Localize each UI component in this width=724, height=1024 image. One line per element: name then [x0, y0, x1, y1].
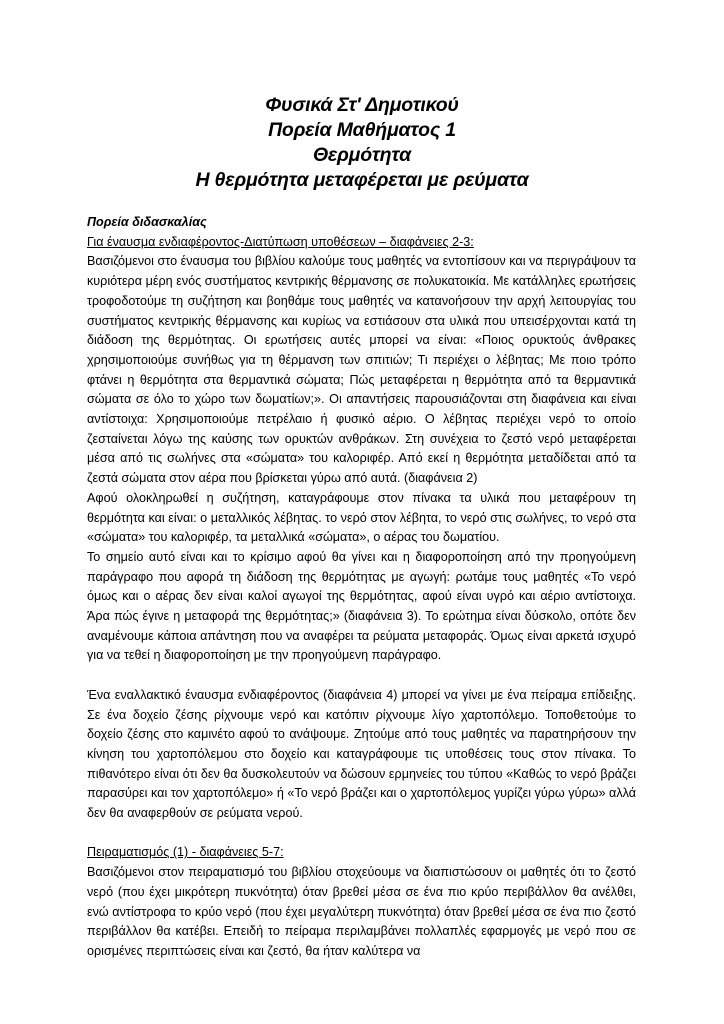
- paragraph-materials: Αφού ολοκληρωθεί η συζήτηση, καταγράφουμε στον πίνακα τα υλικά που μεταφέρουν τη θερμότητα και είναι: ο μεταλλικός λέβητας. το νερό στον λέβητα, το νερό στις σωλήνες, το νερό στα «σώματα» του καλοριφέρ, τα μεταλλικά «σώματα», ο αέρας του δωματίου.: [87, 490, 636, 545]
- paragraph-alternative-motivation: Ένα εναλλακτικό έναυσμα ενδιαφέροντος (διαφάνεια 4) μπορεί να γίνει με ένα πείραμα επίδειξης. Σε ένα δοχείο ζέσης ρίχνουμε νερό και κατόπιν ρίχνουμε λίγο χαρτοπόλεμο. Τοποθετούμε το δοχείο ζέσης στο καμινέτο αφού το ανάψουμε. Ζητούμε από τους μαθητές να παρατηρήσουν την κίνηση του χαρτοπόλεμου στο δοχείο και καταγράφουμε τις υποθέσεις τους στον πίνακα. Το πιθανότερο είναι ότι δεν θα δυσκολευτούν να δώσουν ερμηνείες του τύπου «Καθώς το νερό βράζει παρασύρει και τον χαρτοπόλεμο» ή «Το νερό βράζει και ο χαρτοπόλεμος γυρίζει γύρω γύρω» αλλά δεν θα αναφερθούν σε ρεύματα νερού.: [87, 687, 636, 821]
- title-line-lesson: Πορεία Μαθήματος 1: [268, 119, 456, 141]
- paragraph-spacer: [87, 666, 636, 686]
- paragraph-critical-question: Το σημείο αυτό είναι και το κρίσιμο αφού θα γίνει και η διαφοροποίηση από την προηγούμενη παράγραφο που αφορά τη διάδοση της θερμότητας με αγωγή: ρωτάμε τους μαθητές «Το νερό όμως και ο αέρας δεν είναι καλοί αγωγοί της θερμότητας, αφού είναι υγρό και αέριο αντίστοιχα. Άρα πώς έγινε η μεταφορά της θερμότητας;» (διαφάνεια 3). Το ερώτημα είναι δύσκολο, οπότε δεν αναμένουμε κάποια απάντηση που να αναφέρει τα ρεύματα μεταφοράς. Όμως είναι αρκετά ισχυρό για να τεθεί η διαφοροποίηση με την προηγούμενη παράγραφο.: [87, 549, 636, 663]
- subheading-experiment: Πειραματισμός (1) - διαφάνειες 5-7:: [87, 845, 284, 860]
- subheading-motivation: Για έναυσμα ενδιαφέροντος-Διατύπωση υποθέσεων – διαφάνειες 2-3:: [87, 234, 474, 249]
- document-body: [87, 213, 636, 962]
- paragraph-experiment: Βασιζόμενοι στον πειραματισμό του βιβλίου στοχεύουμε να διαπιστώσουν οι μαθητές ότι το ζεστό νερό (που έχει μικρότερη πυκνότητα) όταν βρεθεί μέσα σε ένα πιο κρύο περιβάλλον θα ανέλθει, ενώ αντίστροφα το κρύο νερό (που έχει μεγαλύτερη πυκνότητα) όταν βρεθεί μέσα σε ένα πιο ζεστό περιβάλλον θα κατέβει. Επειδή το πείραμα περιλαμβάνει πολλαπλές εφαρμογές με νερό που σε ορισμένες περιπτώσεις είναι και ζεστό, θα ήταν καλύτερα να: [87, 865, 636, 958]
- paragraph-spacer: [87, 824, 636, 844]
- paragraph-heating-system: Βασιζόμενοι στο έναυσμα του βιβλίου καλούμε τους μαθητές να εντοπίσουν και να περιγράψουν τα κυριότερα μέρη ενός συστήματος κεντρικής θέρμανσης σε πολυκατοικία. Με κατάλληλες ερωτήσεις τροφοδοτούμε τη συζήτηση και βοηθάμε τους μαθητές να κατανοήσουν την αρχή λειτουργίας του συστήματος κεντρικής θέρμανσης και κυρίως να εστιάσουν στα υλικά που υπεισέρχονται κατά τη διάδοση της θερμότητας. Οι ερωτήσεις αυτές μπορεί να είναι: «Ποιος ορυκτούς άνθρακες χρησιμοποιούμε συνήθως για τη θέρμανση των σπιτιών; Τι περιέχει ο λέβητας; Με ποιο τρόπο φτάνει η θερμότητα στα θερμαντικά σώματα; Πώς μεταφέρεται η θερμότητα από τα θερμαντικά σώματα σε όλο το χώρο των δωματίων;». Οι απαντήσεις παρουσιάζονται στη διαφάνεια και είναι αντίστοιχα: Χρησιμοποιούμε πετρέλαιο ή φυσικό αέριο. Ο λέβητας περιέχει νερό το οποίο ζεσταίνεται λόγω της καύσης των ορυκτών ανθράκων. Στη συνέχεια το ζεστό νερό μεταφέρεται μέσα από τις σωλήνες στα «σώματα» του καλοριφέρ. Από εκεί η θερμότητα μεταδίδεται από τα ζεστά σώματα στον αέρα που βρίσκεται γύρω από αυτά. (διαφάνεια 2): [87, 254, 636, 486]
- title-line-subtopic: Η θερμότητα μεταφέρεται με ρεύματα: [195, 169, 529, 191]
- title-line-subject: Φυσικά Στ' Δημοτικού: [265, 94, 459, 116]
- title-line-topic: Θερμότητα: [312, 144, 412, 166]
- document-title: [0, 93, 724, 193]
- section-heading: Πορεία διδασκαλίας: [87, 215, 207, 229]
